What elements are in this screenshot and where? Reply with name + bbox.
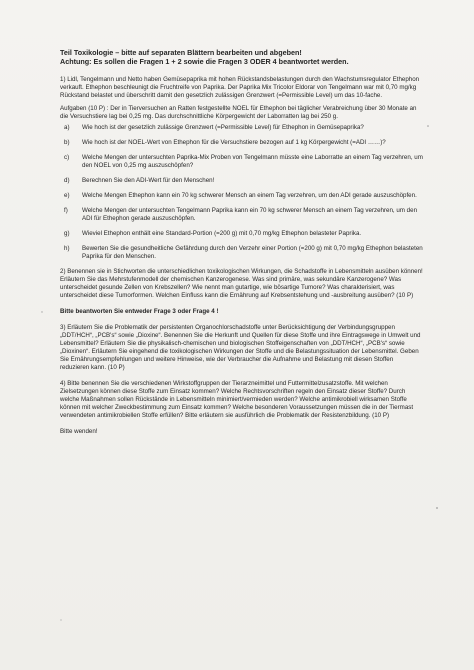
subtask-label: g) xyxy=(64,230,70,237)
subtask-label: h) xyxy=(64,245,70,252)
subtask-e xyxy=(60,192,424,200)
subtask-f xyxy=(60,207,424,223)
subtask-label: a) xyxy=(64,124,70,131)
subtask-c xyxy=(60,154,424,170)
subtask-text: Wie hoch ist der NOEL-Wert von Ethephon für die Versuchstiere bezogen auf 1 kg Körpergewicht (=ADI ……)? xyxy=(82,139,386,146)
subtask-label: f) xyxy=(64,207,68,214)
header-line-1: Teil Toxikologie – bitte auf separaten Blättern bearbeiten und abgeben! xyxy=(60,48,302,57)
subtask-text: Welche Mengen der untersuchten Tengelmann Paprika kann ein 70 kg schwerer Mensch an einem Tag verzehren, um den ADI für Ethephon gerade auszuschöpfen. xyxy=(82,207,418,222)
subtask-label: b) xyxy=(64,139,70,146)
subtask-text: Welche Mengen der untersuchten Paprika-Mix Proben von Tengelmann müsste eine Laborratte an einem Tag verzehren, um den NOEL von 0,25 mg auszuschöpfen? xyxy=(82,154,423,169)
question-1-subtasks xyxy=(60,124,424,261)
subtask-text: Bewerten Sie die gesundheitliche Gefährdung durch den Verzehr einer Portion (=200 g) mit 0,70 mg/kg Ethephon belasteten Paprika für den Menschen. xyxy=(82,245,423,260)
question-3: 3) Erläutern Sie die Problematik der persistenten Organochlorschadstoffe unter Berücksichtigung der Verbindungsgruppen „DDT/HCH“, „PCB's“ sowie „Dioxine“. Benennen Sie die Herkunft und Quellen für diese Stoffe und ihre Eintragswege in Umwelt und Lebensmittel? Erläutern Sie die physikalisch-chemischen und biologischen Stoffeigenschaften von „DDT/HCH“, „PCB's“ sowie „Dioxinen“. Erläutern Sie eingehend die toxikologischen Wirkungen der Stoffe und die Belastungssituation der Lebensmittel. Geben Sie Ernährungsempfehlungen und weitere Hinweise, wie der Verbraucher die Aufnahme und Belastung mit diesen Stoffen reduzieren kann. (10 P) xyxy=(60,324,421,371)
subtask-d xyxy=(60,177,424,185)
question-1-intro: 1) Lidl, Tengelmann und Netto haben Gemüsepaprika mit hohen Rückstandsbelastungen durch den Wachstumsregulator Ethephon verkauft. Ethephon beschleunigt die Fruchtreife von Paprika. Der Paprika Mix Tricolor Eldorar von Tengelmann war mit 0,70 mg/kg Rückstand belastet und überschritt damit den gesetzlich zulässigen Grenzwert (=Permissible Level) um das 10-fache. xyxy=(60,76,420,99)
subtask-b xyxy=(60,139,424,147)
subtask-label: e) xyxy=(64,192,70,199)
question-4: 4) Bitte benennen Sie die verschiedenen Wirkstoffgruppen der Tierarzneimittel und Futtermittelzusatzstoffe. Mit welchen Zielsetzungen können diese Stoffe zum Einsatz kommen? Welche Rechtsvorschriften regeln den Einsatz dieser Stoffe? Durch welche Maßnahmen sollen Rückstände in Lebensmitteln minimiert/vermieden werden? Welche antimikrobiell wirksamen Stoffe können mit welcher Zweckbestimmung zum Einsatz kommen? Welche besonderen Voraussetzungen müssen die in der Tiermast verwendeten antimikrobiellen Stoffe erfüllen? Bitte erläutern sie ausführlich die Problematik der Resistenzbildung. (10 P) xyxy=(60,380,414,419)
subtask-h xyxy=(60,245,424,261)
subtask-label: c) xyxy=(64,154,70,161)
question-1-task: Aufgaben (10 P) : Der in Tierversuchen an Ratten festgestellte NOEL für Ethephon bei täglicher Verabreichung über 30 Monate an die Versuchstiere lag bei 0,25 mg. Das durchschnittliche Körpergewicht der Laborratten lag bei 250 g. xyxy=(60,105,417,120)
header-line-2: Achtung: Es sollen die Fragen 1 + 2 sowie die Fragen 3 ODER 4 beantwortet werden. xyxy=(60,57,349,66)
subtask-g xyxy=(60,230,424,238)
subtask-a xyxy=(60,124,424,132)
footer-note: Bitte wenden! xyxy=(60,428,98,435)
subtask-text: Welche Mengen Ethephon kann ein 70 kg schwerer Mensch an einem Tag verzehren, um den ADI gerade auszuschöpfen. xyxy=(82,192,417,199)
question-2: 2) Benennen sie in Stichworten die unterschiedlichen toxikologischen Wirkungen, die Schadstoffe in Lebensmitteln ausüben können! Erläutern Sie das Mehrstufenmodell der chemischen Kanzerogenese. Was sind primäre, was sekundäre Kanzerogene? Was unterscheidet gesunde Zellen von Krebszellen? Wie nennt man gutartige, wie bösartige Tumore? Was charakterisiert, was unterscheidet diese Tumorformen. Welchen Einfluss kann die Ernährung auf Krebsentstehung und -ausbreitung ausüben? (10 P) xyxy=(60,268,423,299)
subtask-text: Berechnen Sie den ADI-Wert für den Menschen! xyxy=(82,177,215,184)
subtask-text: Wie hoch ist der gesetzlich zulässige Grenzwert (=Permissible Level) für Ethephon in Gemüsepaprika? xyxy=(82,124,364,131)
subtask-label: d) xyxy=(64,177,70,184)
document-body xyxy=(60,48,424,436)
choice-instruction: Bitte beantworten Sie entweder Frage 3 oder Frage 4 ! xyxy=(60,308,219,315)
subtask-text: Wieviel Ethephon enthält eine Standard-Portion (=200 g) mit 0,70 mg/kg Ethephon belasteter Paprika. xyxy=(82,230,362,237)
